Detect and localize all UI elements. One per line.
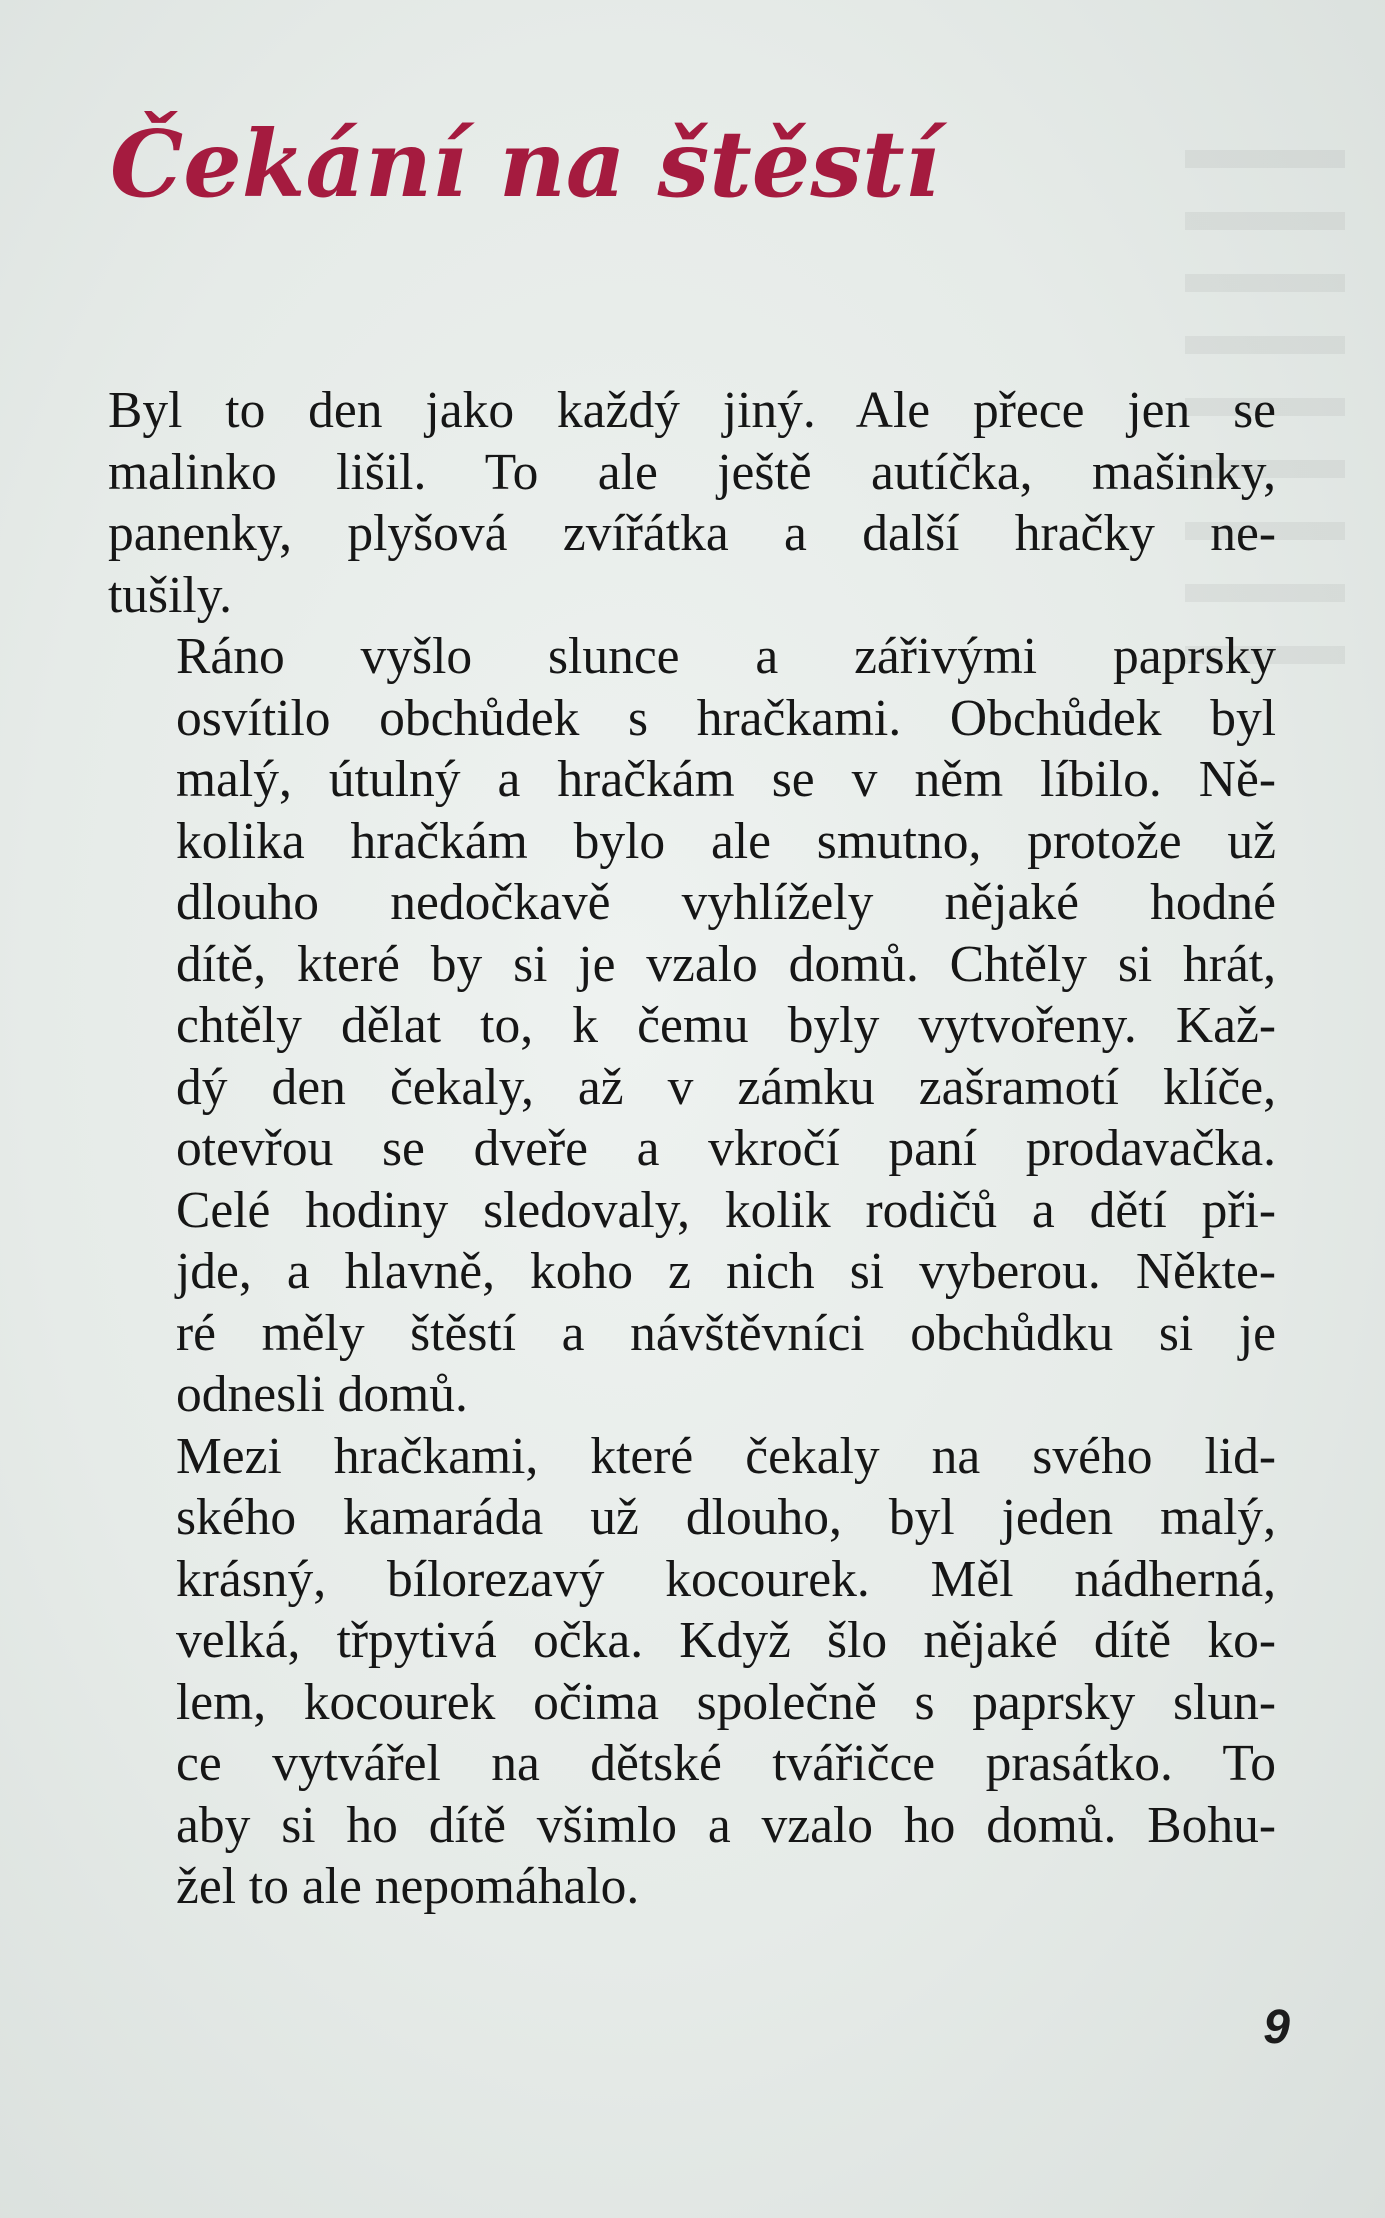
paragraph [108, 1426, 1276, 1918]
text-line: panenky, plyšová zvířátka a další hračky ne- [108, 505, 1276, 562]
text-line: odnesli domů. [176, 1366, 468, 1423]
page-number: 9 [1263, 2001, 1290, 2054]
text-line: malinko lišil. To ale ještě autíčka, mašinky, [108, 443, 1276, 501]
text-line: Mezi hračkami, které čekaly na svého lid- [176, 1427, 1276, 1485]
text-line: lem, kocourek očima společně s paprsky slun- [176, 1673, 1276, 1731]
text-line: malý, útulný a hračkám se v něm líbilo. Ně- [176, 751, 1276, 808]
text-line: dítě, které by si je vzalo domů. Chtěly si hrát, [176, 935, 1276, 993]
text-line: Byl to den jako každý jiný. Ale přece jen se [108, 382, 1276, 439]
story-text [108, 380, 1276, 1918]
paragraph [108, 380, 1276, 626]
text-line: ského kamaráda už dlouho, byl jeden malý, [176, 1489, 1276, 1546]
chapter-title: Čekání na štěstí [110, 110, 940, 218]
text-line: Ráno vyšlo slunce a zářivými paprsky [176, 628, 1276, 685]
text-line: aby si ho dítě všimlo a vzalo ho domů. Bohu- [176, 1796, 1276, 1854]
text-line: chtěly dělat to, k čemu byly vytvořeny. Kaž- [176, 997, 1276, 1054]
text-line: krásný, bílorezavý kocourek. Měl nádherná, [176, 1550, 1276, 1608]
text-line: velká, třpytivá očka. Když šlo nějaké dítě ko- [176, 1612, 1276, 1669]
text-line: kolika hračkám bylo ale smutno, protože už [176, 812, 1276, 870]
text-line: ce vytvářel na dětské tvářičce prasátko. To [176, 1735, 1276, 1792]
text-line: dý den čekaly, až v zámku zašramotí klíče, [176, 1058, 1276, 1116]
text-line: jde, a hlavně, koho z nich si vyberou. Někte- [176, 1243, 1276, 1300]
text-line: dlouho nedočkavě vyhlížely nějaké hodné [176, 874, 1276, 931]
text-line: osvítilo obchůdek s hračkami. Obchůdek byl [176, 689, 1276, 747]
text-line: otevřou se dveře a vkročí paní prodavačka. [176, 1120, 1276, 1177]
text-line: Celé hodiny sledovaly, kolik rodičů a dětí při- [176, 1181, 1276, 1239]
text-line: žel to ale nepomáhalo. [176, 1858, 640, 1915]
paragraph [108, 626, 1276, 1426]
text-line: ré měly štěstí a návštěvníci obchůdku si je [176, 1304, 1276, 1362]
text-line: tušily. [108, 566, 232, 624]
